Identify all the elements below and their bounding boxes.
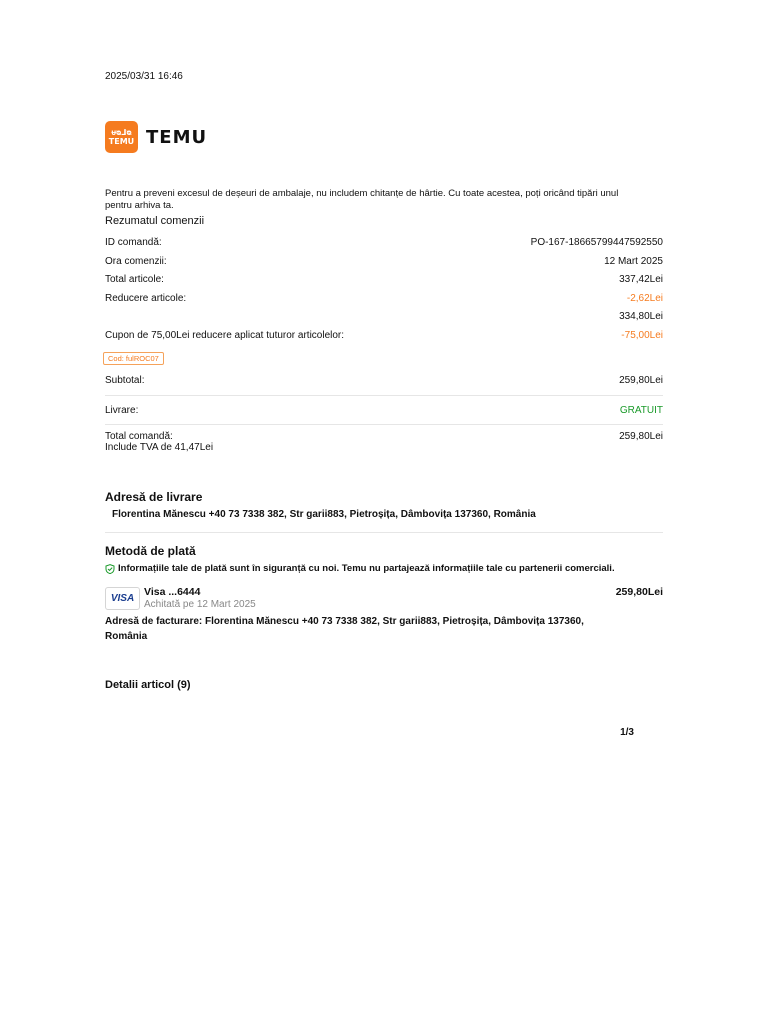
card-label: Visa ...6444: [144, 586, 201, 598]
visa-card-icon: VISA: [105, 587, 140, 610]
subtotal-label: Subtotal:: [105, 375, 145, 386]
summary-value: 12 Mart 2025: [604, 256, 663, 267]
order-summary-title: Rezumatul comenzii: [105, 215, 205, 227]
shipping-value: GRATUIT: [619, 405, 663, 416]
logo-text: TEMU: [146, 126, 208, 148]
order-total-value: 259,80Lei: [619, 431, 663, 442]
shield-check-icon: [105, 564, 115, 574]
summary-value-coupon: -75,00Lei: [621, 330, 663, 341]
order-total-block: [105, 431, 213, 453]
delivery-address-title: Adresă de livrare: [105, 490, 203, 504]
summary-row-order-id: [105, 237, 663, 248]
card-paid-date: Achitată pe 12 Mart 2025: [144, 599, 256, 610]
billing-address-label: Adresă de facturare:: [105, 616, 203, 627]
summary-label: Ora comenzii:: [105, 256, 167, 267]
divider: [105, 395, 663, 396]
page-number: 1/3: [620, 727, 634, 738]
temu-logo: [105, 121, 207, 153]
summary-row-after-discount: [105, 311, 663, 322]
paper-receipt-notice: Pentru a preveni excesul de deșeuri de ambalaje, nu includem chitanțe de hârtie. Cu toate acestea, poți oricând tipări unul pentru arhiva ta.: [105, 188, 619, 211]
card-amount: 259,80Lei: [615, 586, 663, 598]
subtotal-value: 259,80Lei: [619, 375, 663, 386]
shipping-label: Livrare:: [105, 405, 139, 416]
summary-label: Cupon de 75,00Lei reducere aplicat tuturor articolelor:: [105, 330, 345, 341]
summary-row-order-total: [105, 431, 663, 453]
summary-label: Reducere articole:: [105, 293, 187, 304]
summary-value: 337,42Lei: [619, 274, 663, 285]
billing-address: Florentina Mănescu +40 73 7338 382, Str garii883, Pietroșița, Dâmbovița 137360, România: [105, 616, 584, 642]
temu-logo-badge: [105, 121, 138, 153]
summary-value: 334,80Lei: [619, 311, 663, 322]
coupon-code-badge: Cod: fulROC07: [103, 352, 164, 365]
summary-label: ID comandă:: [105, 237, 162, 248]
summary-row-subtotal: [105, 375, 663, 386]
summary-row-items-total: [105, 274, 663, 285]
divider: [105, 424, 663, 425]
summary-label: Total articole:: [105, 274, 164, 285]
billing-address-block: [105, 614, 625, 644]
secure-payment-text: Informațiile tale de plată sunt în siguranță cu noi. Temu nu partajează informațiile tale cu partenerii comerciali.: [118, 563, 615, 574]
vat-note: Include TVA de 41,47Lei: [105, 442, 214, 453]
summary-row-coupon: [105, 330, 663, 341]
logo-badge-line2: TEMU: [108, 137, 135, 146]
logo-badge-line1: ᵾᴓ⅃ᴓ: [111, 128, 132, 137]
summary-row-items-discount: [105, 293, 663, 304]
summary-value-discount: -2,62Lei: [626, 293, 663, 304]
summary-value: PO-167-18665799447592550: [530, 237, 663, 248]
order-total-label: Total comandă:: [105, 431, 173, 442]
secure-payment-note: [105, 563, 615, 574]
print-timestamp: 2025/03/31 16:46: [105, 71, 183, 82]
divider: [105, 532, 663, 533]
delivery-address: Florentina Mănescu +40 73 7338 382, Str garii883, Pietroșița, Dâmbovița 137360, România: [112, 509, 536, 520]
payment-method-title: Metodă de plată: [105, 544, 196, 558]
item-details-title: Detalii articol (9): [105, 679, 191, 691]
summary-row-order-time: [105, 256, 663, 267]
summary-row-shipping: [105, 405, 663, 416]
